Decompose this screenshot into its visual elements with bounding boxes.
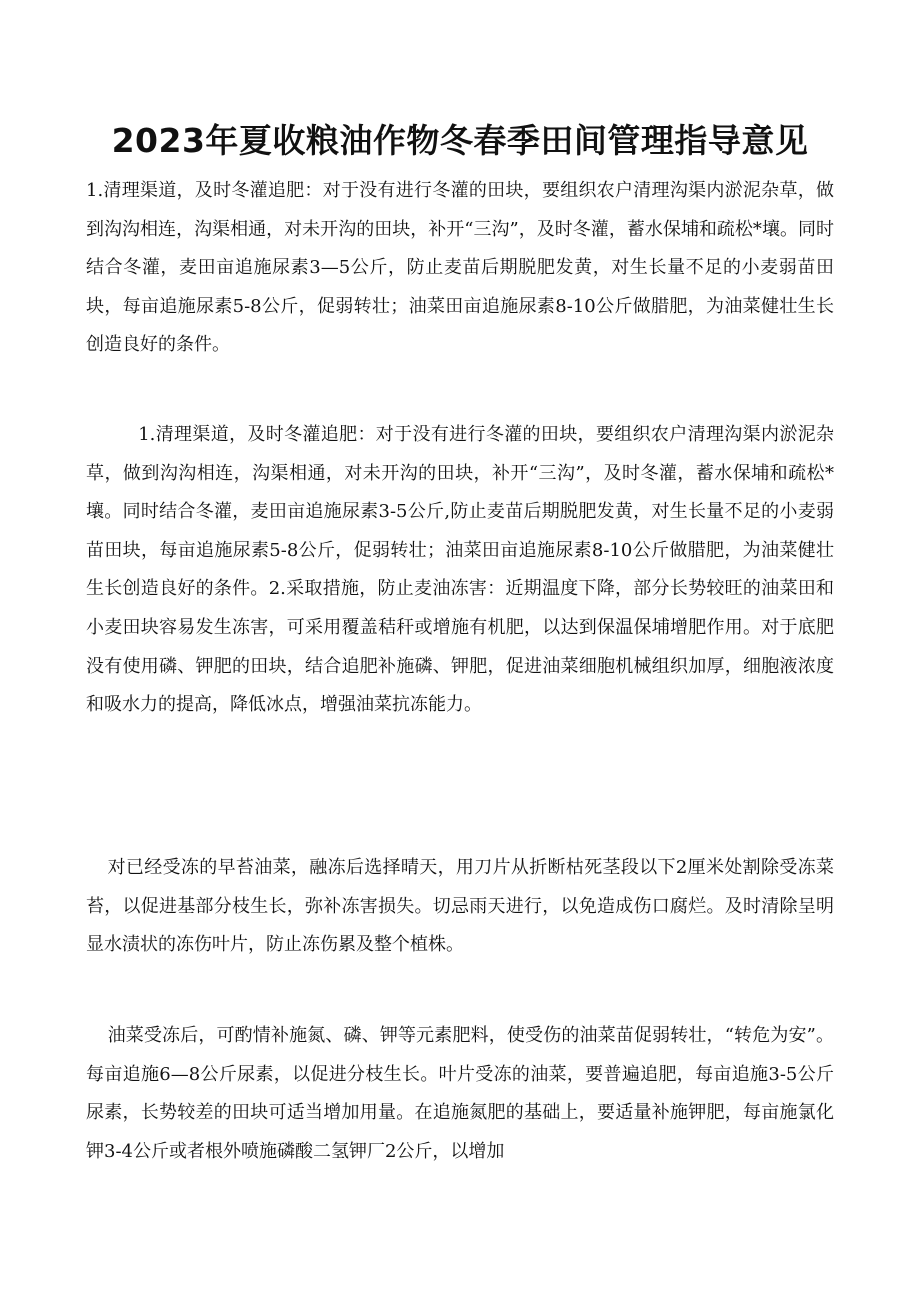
paragraph-3: 对已经受冻的早苔油菜，融冻后选择晴天，用刀片从折断枯死茎段以下2厘米处割除受冻菜苔，以促进基部分枝生长，弥补冻害损失。切忌雨天进行，以免造成伤口腐烂。及时清除呈明显水渍状的冻伤叶片，防止冻伤累及整个植株。 bbox=[86, 857, 834, 956]
paragraph-2: 1.清理渠道，及时冬灌追肥：对于没有进行冬灌的田块，要组织农户清理沟渠内淤泥杂草，做到沟沟相连，沟渠相通，对未开沟的田块，补开“三沟”，及时冬灌，蓄水保埔和疏松*壤。同时结合冬灌，麦田亩追施尿素3-5公斤,防止麦苗后期脱肥发黄，对生长量不足的小麦弱苗田块，每亩追施尿素5-8公斤，促弱转壮；油菜田亩追施尿素8-10公斤做腊肥，为油菜健壮生长创造良好的条件。2.采取措施，防止麦油冻害：近期温度下降，部分长势较旺的油菜田和小麦田块容易发生冻害，可采用覆盖秸秆或增施有机肥，以达到保温保埔增肥作用。对于底肥没有使用磷、钾肥的田块，结合追肥补施磷、钾肥，促进油菜细胞机械组织加厚，细胞液浓度和吸水力的提高，降低冰点，增强油菜抗冻能力。 bbox=[86, 424, 834, 716]
document-title: 2023年夏收粮油作物冬春季田间管理指导意见 bbox=[111, 121, 809, 160]
paragraph-1: 1.清理渠道，及时冬灌追肥：对于没有进行冬灌的田块，要组织农户清理沟渠内淤泥杂草，做到沟沟相连，沟渠相通，对未开沟的田块，补开“三沟”，及时冬灌，蓄水保埔和疏松*壤。同时结合冬灌，麦田亩追施尿素3—5公斤，防止麦苗后期脱肥发黄，对生长量不足的小麦弱苗田块，每亩追施尿素5-8公斤，促弱转壮；油菜田亩追施尿素8-10公斤做腊肥，为油菜健壮生长创造良好的条件。 bbox=[86, 180, 834, 356]
paragraph-4: 油菜受冻后，可酌情补施氮、磷、钾等元素肥料，使受伤的油菜苗促弱转壮，“转危为安”。每亩追施6—8公斤尿素，以促进分枝生长。叶片受冻的油菜，要普遍追肥，每亩追施3-5公斤尿素，长势较差的田块可适当增加用量。在追施氮肥的基础上，要适量补施钾肥，每亩施氯化钾3-4公斤或者根外喷施磷酸二氢钾厂2公斤，以增加 bbox=[86, 1025, 834, 1162]
